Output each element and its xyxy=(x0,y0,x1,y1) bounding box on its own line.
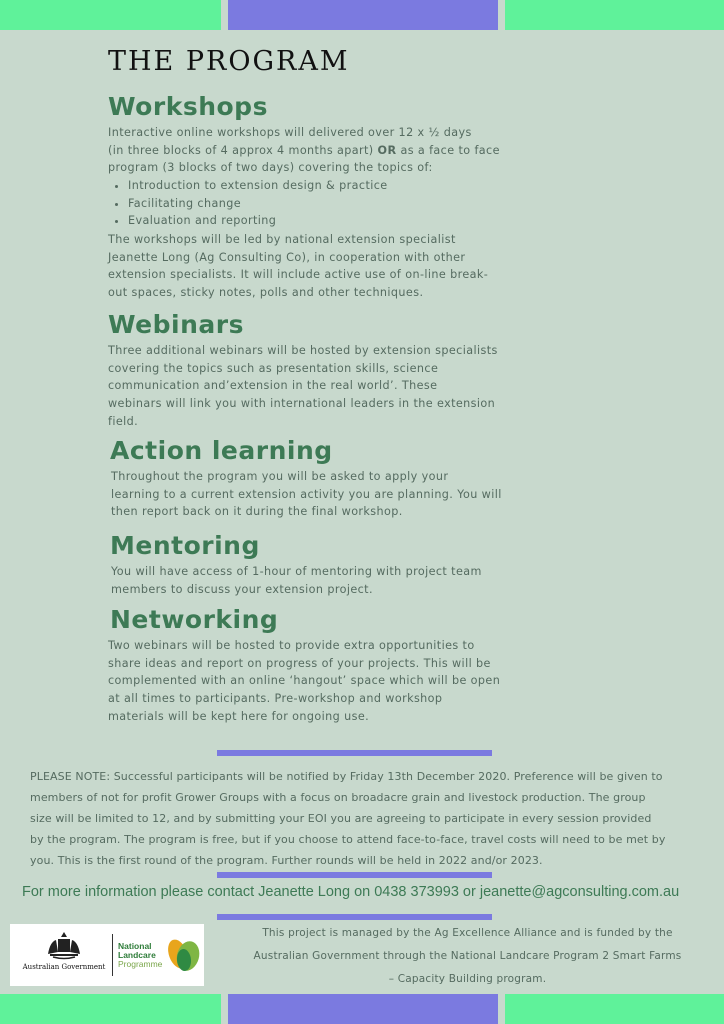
action-learning-text: Throughout the program you will be asked to apply your learning to a current extension activity you are planning. You will then report back on it during the final workshop. xyxy=(111,470,502,519)
bottom-middle-bar xyxy=(228,994,498,1024)
mentoring-text: You will have access of 1-hour of mentoring with project team members to discuss your extension project. xyxy=(111,565,482,596)
top-left-bar xyxy=(0,0,221,30)
action-learning-heading: Action learning xyxy=(110,436,333,465)
contact-line: For more information please contact Jeanette Long on 0438 373993 or jeanette@agconsulting.com.au xyxy=(22,884,680,900)
divider-rule xyxy=(217,914,492,920)
workshops-heading: Workshops xyxy=(108,92,268,121)
mentoring-heading: Mentoring xyxy=(110,531,260,560)
webinars-heading: Webinars xyxy=(108,310,244,339)
divider-rule xyxy=(217,872,492,878)
funding-statement: This project is managed by the Ag Excellence Alliance and is funded by the Australian Government through the National Landcare Program 2 Smart Farms – Capacity Building program. xyxy=(253,927,682,985)
logo-divider xyxy=(112,934,113,976)
webinars-text: Three additional webinars will be hosted by extension specialists covering the topics such as presentation skills, science communication and’extension in the real world’. These webinars will link you with international leaders in the extension field. xyxy=(108,344,498,428)
divider-rule xyxy=(217,750,492,756)
list-item: • Introduction to extension design & practice xyxy=(128,177,388,195)
top-middle-bar xyxy=(228,0,498,30)
national-landcare-wordmark: National Landcare Programme xyxy=(118,941,163,969)
workshops-intro: Interactive online workshops will delivered over 12 x ½ days (in three blocks of 4 approx 4 months apart) OR as a face to face program (3 blocks of two days) covering the topics of: xyxy=(108,126,500,175)
coat-of-arms-icon xyxy=(44,930,84,960)
list-item: • Evaluation and reporting xyxy=(128,212,388,230)
partner-logos xyxy=(10,924,204,986)
australian-government-label: Australian Government xyxy=(22,963,106,971)
australian-government-logo xyxy=(18,930,110,971)
bottom-right-bar xyxy=(505,994,724,1024)
please-note-text: PLEASE NOTE: Successful participants will be notified by Friday 13th December 2020. Preference will be given to members of not for profit Grower Groups with a focus on broadacre grain and livestock production. The group size will be limited to 12, and by submitting your EOI you are agreeing to participate in every session provided by the program. The program is free, but if you choose to attend face-to-face, travel costs will need to be met by you. This is the first round of the program. Further rounds will be held in 2022 and/or 2023. xyxy=(30,770,666,867)
list-item: • Facilitating change xyxy=(128,195,388,213)
workshops-topic-list xyxy=(108,177,388,230)
top-right-bar xyxy=(505,0,724,30)
networking-text: Two webinars will be hosted to provide extra opportunities to share ideas and report on progress of your projects. This will be complemented with an online ‘hangout’ space which will be open at all times to participants. Pre-workshop and workshop materials will be kept here for ongoing use. xyxy=(108,639,501,723)
page-title: THE PROGRAM xyxy=(108,46,350,77)
workshops-details: The workshops will be led by national extension specialist Jeanette Long (Ag Consulting Co), in cooperation with other extension specialists. It will include active use of on-line break- out spaces, sticky notes, polls and other techniques. xyxy=(108,233,489,300)
networking-heading: Networking xyxy=(110,605,279,634)
bottom-left-bar xyxy=(0,994,221,1024)
landcare-leaf-icon xyxy=(166,936,202,974)
